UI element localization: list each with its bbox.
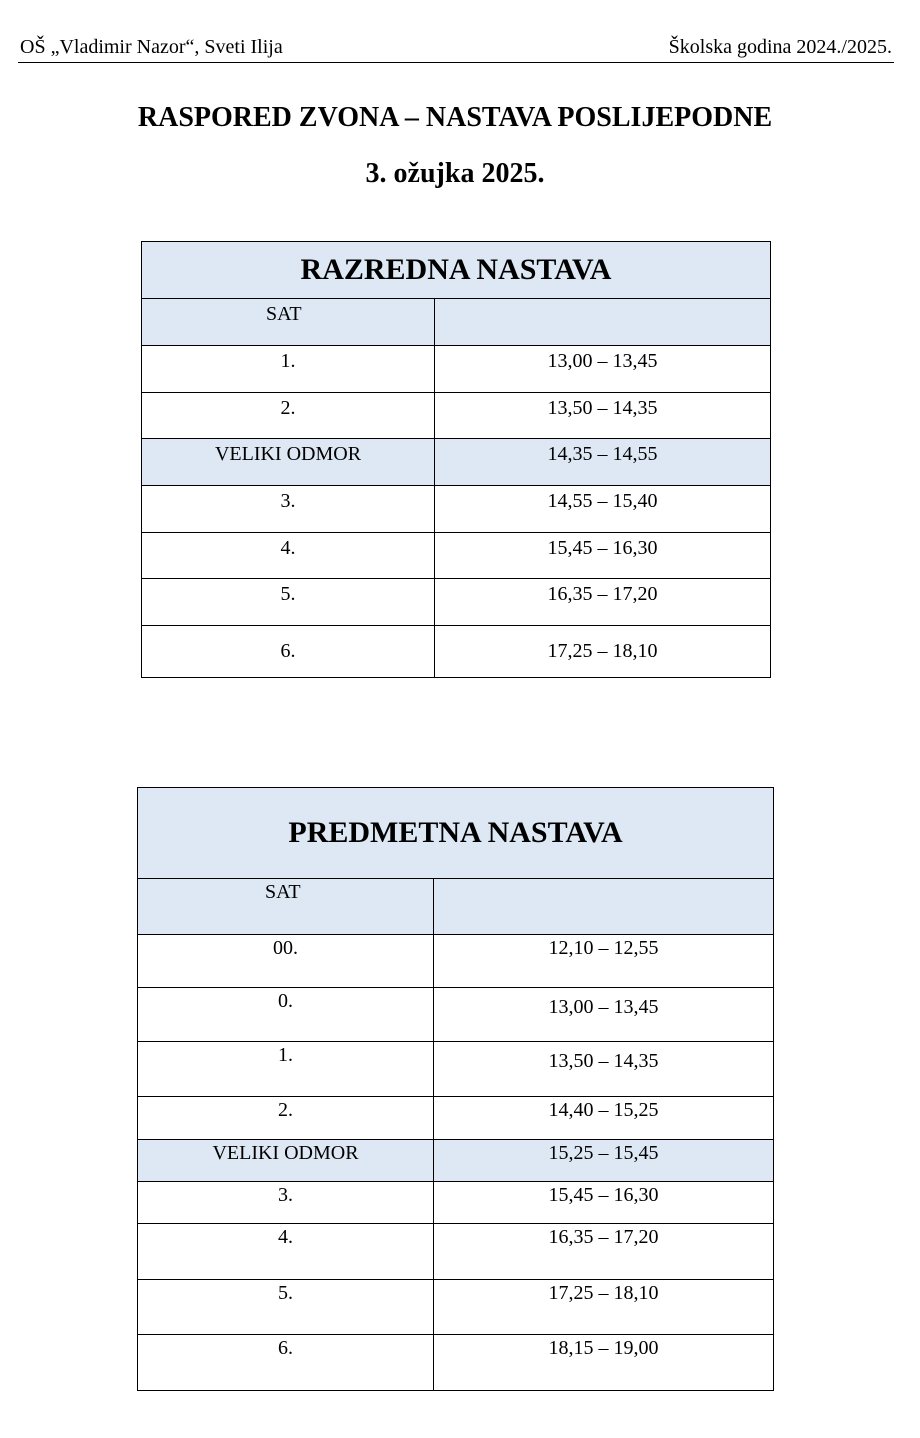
period-cell: 1. xyxy=(142,346,435,393)
time-cell: 17,25 – 18,10 xyxy=(434,1280,774,1335)
column-header-time xyxy=(435,299,771,346)
period-cell: 0. xyxy=(138,988,434,1042)
school-name: OŠ „Vladimir Nazor“, Sveti Ilija xyxy=(20,36,283,58)
period-cell: 3. xyxy=(142,486,435,533)
period-cell: 1. xyxy=(138,1042,434,1097)
time-cell: 16,35 – 17,20 xyxy=(435,579,771,626)
break-row xyxy=(138,1140,774,1182)
period-cell: VELIKI ODMOR xyxy=(142,439,435,486)
period-cell: 6. xyxy=(142,626,435,678)
table-row xyxy=(138,1097,774,1140)
period-cell: VELIKI ODMOR xyxy=(138,1140,434,1182)
period-cell: 2. xyxy=(138,1097,434,1140)
table-row xyxy=(138,1182,774,1224)
period-cell: 5. xyxy=(138,1280,434,1335)
time-cell: 12,10 – 12,55 xyxy=(434,935,774,988)
break-row xyxy=(142,439,771,486)
time-cell: 15,45 – 16,30 xyxy=(435,533,771,579)
table-row xyxy=(138,1280,774,1335)
time-cell: 14,35 – 14,55 xyxy=(435,439,771,486)
table-row xyxy=(138,1335,774,1391)
table-row xyxy=(142,626,771,678)
table-row xyxy=(138,988,774,1042)
period-cell: 00. xyxy=(138,935,434,988)
column-header-sat-label: SAT xyxy=(265,881,301,903)
schedule-date: 3. ožujka 2025. xyxy=(365,158,545,189)
table-row xyxy=(142,579,771,626)
table-row xyxy=(142,393,771,439)
table-caption: RAZREDNA NASTAVA xyxy=(142,242,771,299)
period-cell: 4. xyxy=(138,1224,434,1280)
period-cell: 6. xyxy=(138,1335,434,1391)
table-row xyxy=(142,346,771,393)
time-cell: 14,55 – 15,40 xyxy=(435,486,771,533)
column-header-time xyxy=(434,879,774,935)
time-cell: 13,00 – 13,45 xyxy=(434,988,774,1042)
table-caption: PREDMETNA NASTAVA xyxy=(138,788,774,879)
table-row xyxy=(138,1224,774,1280)
table-row xyxy=(142,533,771,579)
school-year: Školska godina 2024./2025. xyxy=(668,36,892,58)
razredna-nastava-table xyxy=(141,241,771,678)
time-cell: 13,50 – 14,35 xyxy=(434,1042,774,1097)
column-header-sat xyxy=(138,879,434,935)
time-cell: 15,45 – 16,30 xyxy=(434,1182,774,1224)
time-cell: 18,15 – 19,00 xyxy=(434,1335,774,1391)
table-row xyxy=(142,486,771,533)
time-cell: 14,40 – 15,25 xyxy=(434,1097,774,1140)
period-cell: 4. xyxy=(142,533,435,579)
period-cell: 3. xyxy=(138,1182,434,1224)
table-row xyxy=(138,935,774,988)
period-cell: 5. xyxy=(142,579,435,626)
time-cell: 13,00 – 13,45 xyxy=(435,346,771,393)
period-cell: 2. xyxy=(142,393,435,439)
time-cell: 16,35 – 17,20 xyxy=(434,1224,774,1280)
header-divider xyxy=(18,62,894,63)
table-row xyxy=(138,1042,774,1097)
column-header-sat-label: SAT xyxy=(266,303,302,325)
predmetna-nastava-table xyxy=(137,787,774,1391)
time-cell: 13,50 – 14,35 xyxy=(435,393,771,439)
column-header-sat xyxy=(142,299,435,346)
page-title: RASPORED ZVONA – NASTAVA POSLIJEPODNE xyxy=(137,102,773,133)
time-cell: 17,25 – 18,10 xyxy=(435,626,771,678)
time-cell: 15,25 – 15,45 xyxy=(434,1140,774,1182)
